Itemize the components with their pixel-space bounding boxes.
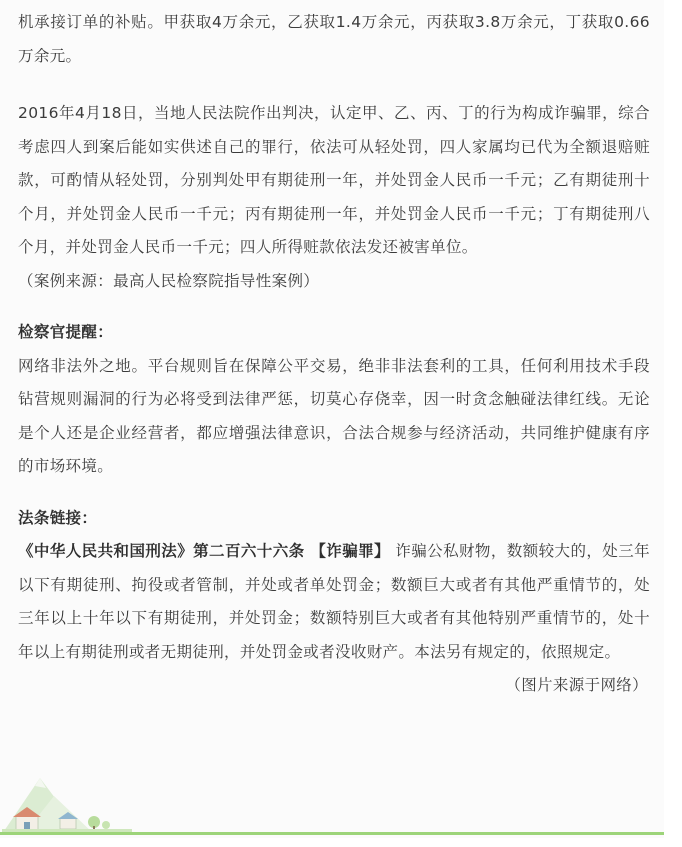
reminder-text: 网络非法外之地。平台规则旨在保障公平交易，绝非非法套利的工具，任何利用技术手段钻营规则漏洞的行为必将受到法律严惩，切莫心存侥幸，因一时贪念触碰法律红线。无论是个人还是企业经营者，都应增强法律意识，合法合规参与经济活动，共同维护健康有序的市场环境。 [18, 356, 650, 475]
case-source: （案例来源：最高人民检察院指导性案例） [18, 271, 320, 290]
spacer [18, 298, 650, 316]
spacer [18, 73, 650, 97]
spacer [18, 484, 650, 502]
law-paragraph [18, 535, 650, 669]
law-text: 诈骗公私财物，数额较大的，处三年以下有期徒刑、拘役或者管制，并处或者单处罚金；数额巨大或者有其他严重情节的，处三年以上十年以下有期徒刑，并处罚金；数额特别巨大或者有其他特别严重情节的，处十年以上有期徒刑或者无期徒刑，并处罚金或者没收财产。本法另有规定的，依照规定。 [18, 542, 650, 661]
paragraph-subsidy: 机承接订单的补贴。甲获取4万余元，乙获取1.4万余元，丙获取3.8万余元，丁获取0.66万余元。 [18, 13, 650, 65]
image-source: （图片来源于网络） [505, 676, 648, 694]
landscape-illustration [2, 772, 132, 834]
paragraph-judgment: 2016年4月18日，当地人民法院作出判决，认定甲、乙、丙、丁的行为构成诈骗罪，综合考虑四人到案后能如实供述自己的罪行，依法可从轻处罚，四人家属均已代为全额退赔赃款，可酌情从轻处罚，分别判处甲有期徒刑一年，并处罚金人民币一千元；乙有期徒刑十个月，并处罚金人民币一千元；丙有期徒刑一年，并处罚金人民币一千元；丁有期徒刑八个月，并处罚金人民币一千元；四人所得赃款依法发还被害单位。 [18, 104, 650, 256]
law-heading: 法条链接： [18, 508, 98, 527]
reminder-heading: 检察官提醒： [18, 323, 114, 341]
bottom-accent-line [0, 832, 664, 835]
law-title: 《中华人民共和国刑法》第二百六十六条 【诈骗罪】 [18, 542, 390, 560]
